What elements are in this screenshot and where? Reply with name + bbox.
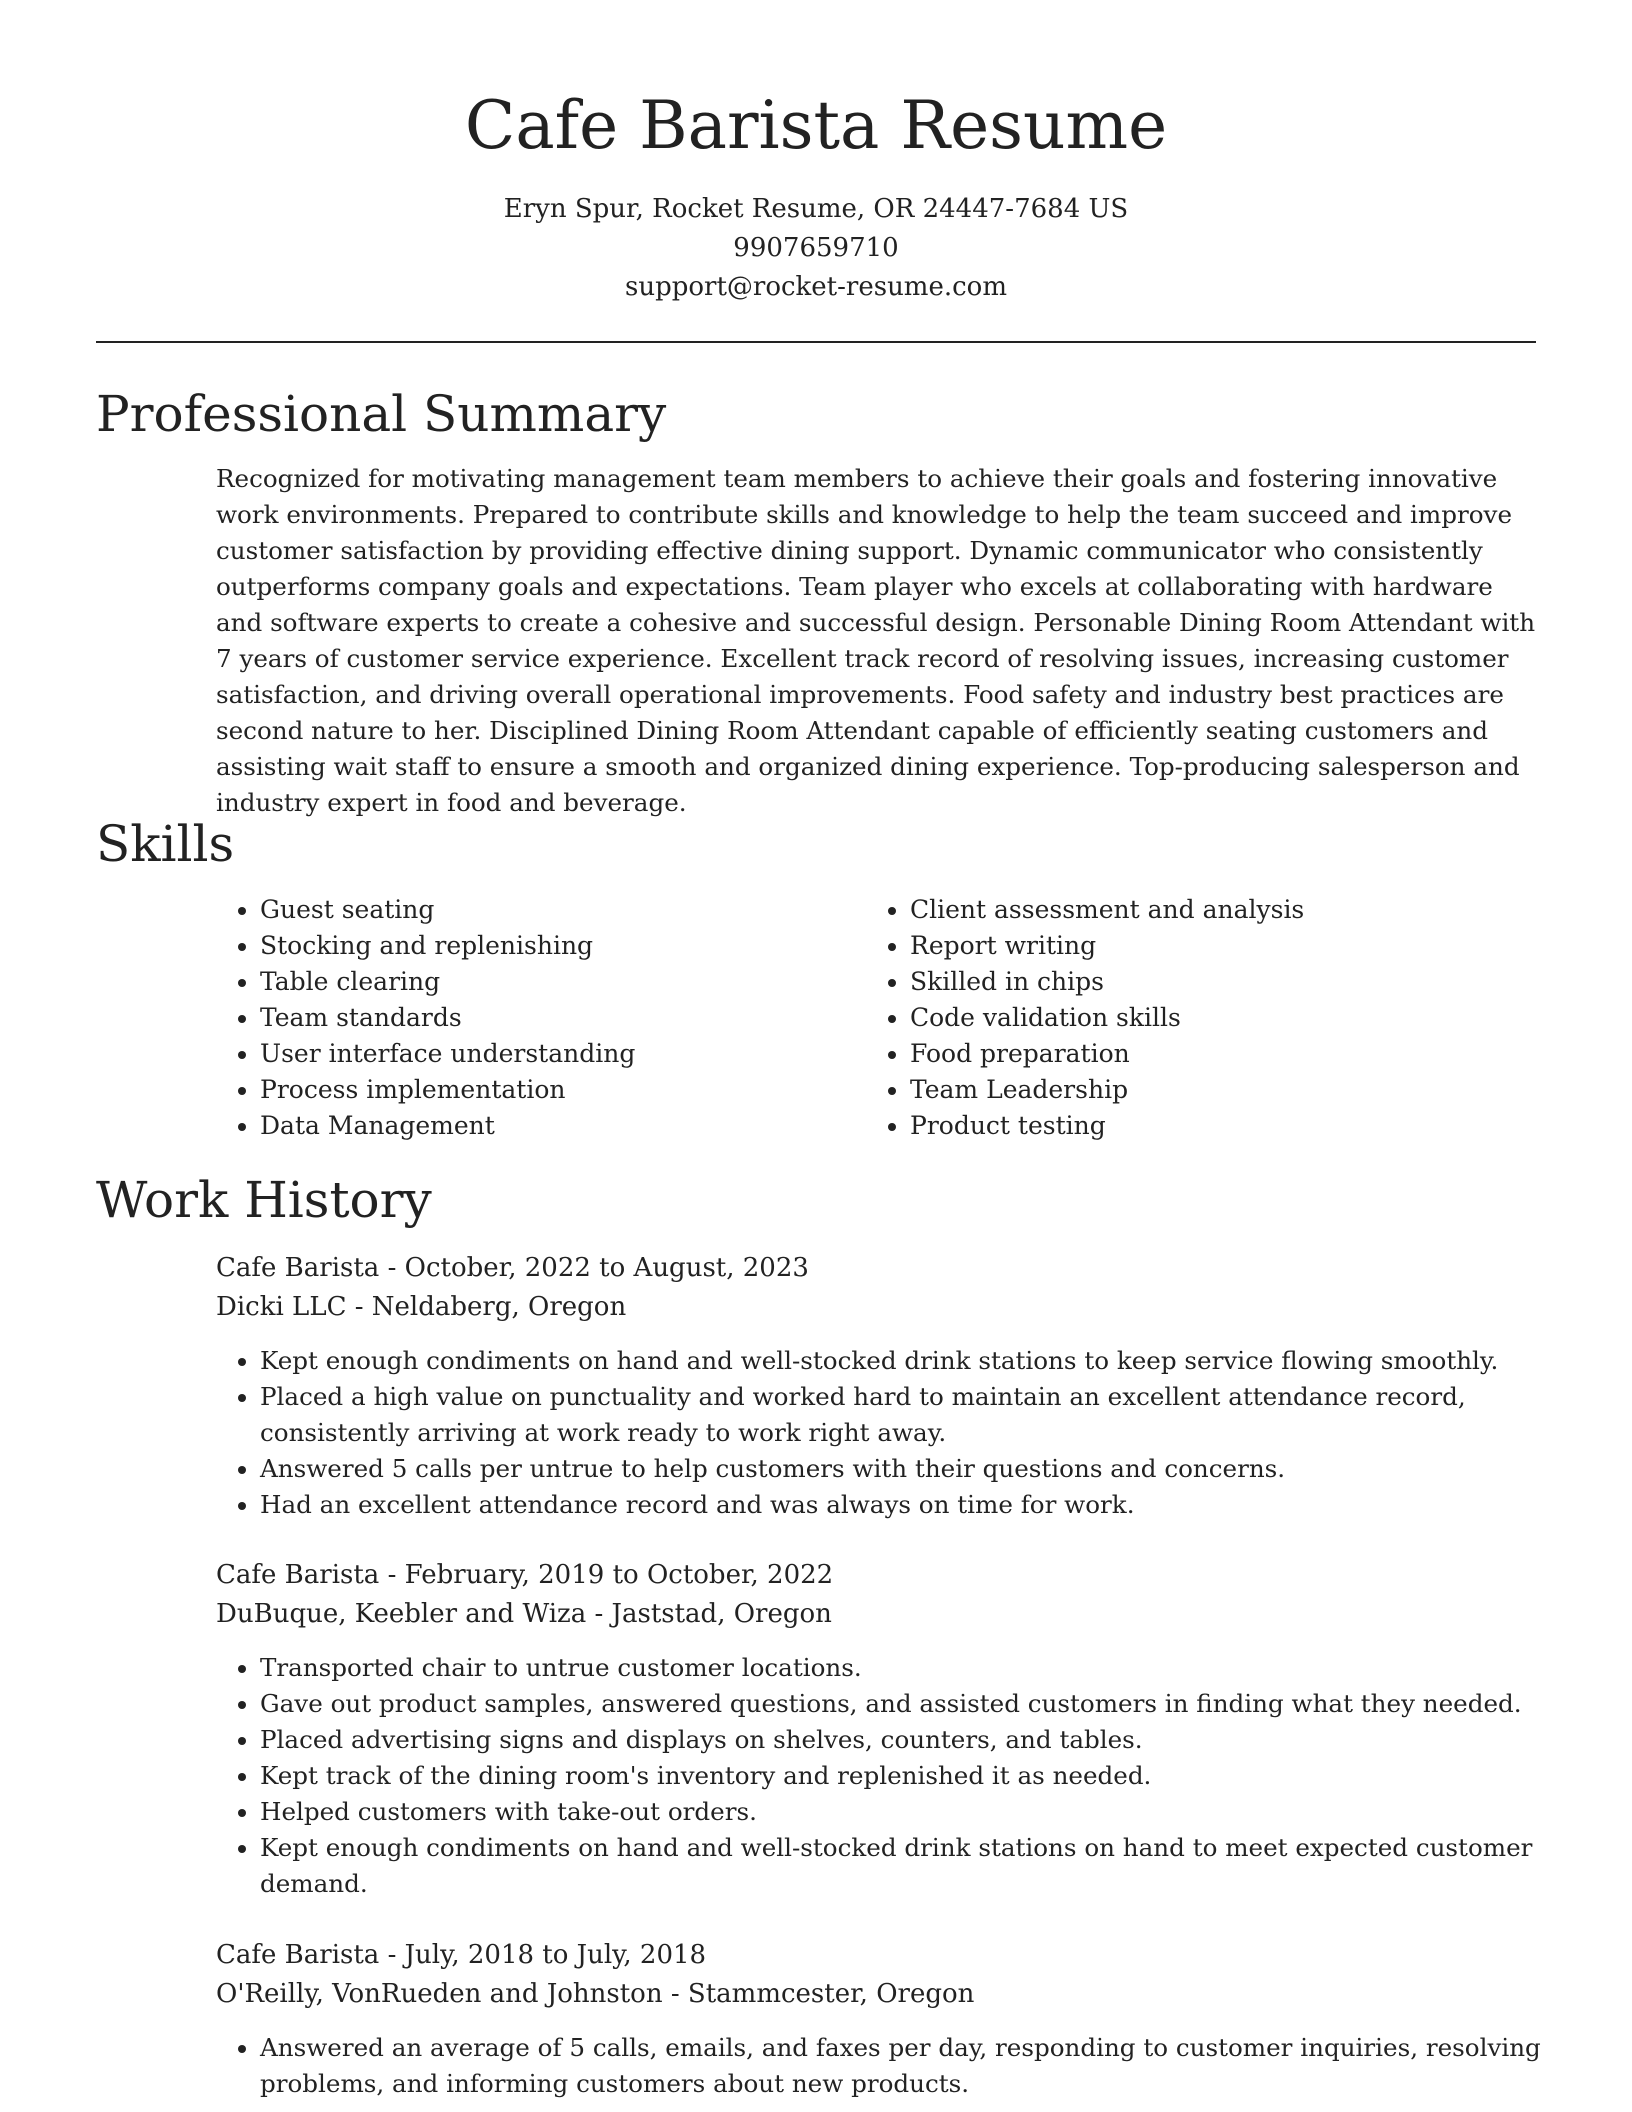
job-bullet: • Answered 5 calls per untrue to help customers with their questions and concerns. <box>260 1451 1541 1487</box>
job-bullet: • Transported chair to untrue customer locations. <box>260 1650 1541 1686</box>
skill-item: • Code validation skills <box>910 1000 1550 1036</box>
skill-item: • Client assessment and analysis <box>910 892 1550 928</box>
skill-item: • Team standards <box>260 1000 860 1036</box>
skill-item: • Stocking and replenishing <box>260 928 860 964</box>
skills-heading: Skills <box>96 815 235 873</box>
job-bullet: • Gave out product samples, answered questions, and assisted customers in finding what they needed. <box>260 1686 1541 1722</box>
job-bullets <box>216 1650 1541 1902</box>
skill-item: • Guest seating <box>260 892 860 928</box>
job-title-line: Cafe Barista - February, 2019 to October, 2022 <box>216 1560 834 1590</box>
header-divider <box>96 341 1536 343</box>
resume-title: Cafe Barista Resume <box>464 87 1168 164</box>
job-company: DuBuque, Keebler and Wiza <box>216 1599 587 1629</box>
job-bullet: • Helped customers with take-out orders. <box>260 1794 1541 1830</box>
job-bullets <box>216 1343 1541 1523</box>
contact-address: Eryn Spur, Rocket Resume, OR 24447-7684 US <box>503 194 1129 224</box>
skill-item: • Process implementation <box>260 1072 860 1108</box>
job-bullet: • Kept enough condiments on hand and well-stocked drink stations to keep service flowing smoothly. <box>260 1343 1541 1379</box>
skill-item: • User interface understanding <box>260 1036 860 1072</box>
job-bullet: • Kept enough condiments on hand and well-stocked drink stations on hand to meet expected customer demand. <box>260 1830 1541 1902</box>
skills-list-right <box>866 892 1550 1144</box>
summary-text: Recognized for motivating management team members to achieve their goals and fostering innovative work environments. Prepared to contribute skills and knowledge to help the team succeed and improve customer satisfaction by providing effective dining support. Dynamic communicator who consistently outperforms company goals and expectations. Team player who excels at collaborating with hardware and software experts to create a cohesive and successful design. Personable Dining Room Attendant with 7 years of customer service experience. Excellent track record of resolving issues, increasing customer satisfaction, and driving overall operational improvements. Food safety and industry best practices are second nature to her. Disciplined Dining Room Attendant capable of efficiently seating customers and assisting wait staff to ensure a smooth and organized dining experience. Top-producing salesperson and industry expert in food and beverage. <box>216 464 1536 817</box>
work-history-heading: Work History <box>96 1171 432 1229</box>
summary-heading: Professional Summary <box>96 385 667 443</box>
job-bullets <box>216 2030 1541 2102</box>
resume-header <box>96 76 1536 307</box>
job-company: O'Reilly, VonRueden and Johnston <box>216 1979 663 2009</box>
job-title-line: Cafe Barista - July, 2018 to July, 2018 <box>216 1940 707 1970</box>
job-bullet: • Answered an average of 5 calls, emails, and faxes per day, responding to customer inquiries, resolving problems, and informing customers about new products. <box>260 2030 1541 2102</box>
job-bullet: • Kept track of the dining room's inventory and replenished it as needed. <box>260 1758 1541 1794</box>
job-bullet: • Placed advertising signs and displays on shelves, counters, and tables. <box>260 1722 1541 1758</box>
skill-item: • Report writing <box>910 928 1550 964</box>
job-entry <box>216 1556 1541 1902</box>
job-bullet: • Placed a high value on punctuality and worked hard to maintain an excellent attendance record, consistently arriving at work ready to work right away. <box>260 1379 1541 1451</box>
skill-item: • Skilled in chips <box>910 964 1550 1000</box>
job-company: Dicki LLC <box>216 1292 347 1322</box>
skill-item: • Food preparation <box>910 1036 1550 1072</box>
job-bullet: • Had an excellent attendance record and was always on time for work. <box>260 1487 1541 1523</box>
job-company-line <box>216 1288 1541 1327</box>
contact-info <box>96 190 1536 307</box>
job-title-line: Cafe Barista - October, 2022 to August, 2023 <box>216 1253 809 1283</box>
job-entry <box>216 1249 1541 1523</box>
job-location: - Stammcester, Oregon <box>662 1979 975 2009</box>
job-entry <box>216 1936 1541 2102</box>
job-location: - Neldaberg, Oregon <box>346 1292 627 1322</box>
skill-item: • Data Management <box>260 1108 860 1144</box>
skill-item: • Table clearing <box>260 964 860 1000</box>
job-company-line <box>216 1975 1541 2014</box>
contact-phone: 9907659710 <box>733 233 899 263</box>
skill-item: • Product testing <box>910 1108 1550 1144</box>
contact-email: support@rocket-resume.com <box>624 272 1007 302</box>
skills-list-left <box>216 892 860 1144</box>
job-location: - Jaststad, Oregon <box>586 1599 832 1629</box>
skill-item: • Team Leadership <box>910 1072 1550 1108</box>
job-company-line <box>216 1595 1541 1634</box>
